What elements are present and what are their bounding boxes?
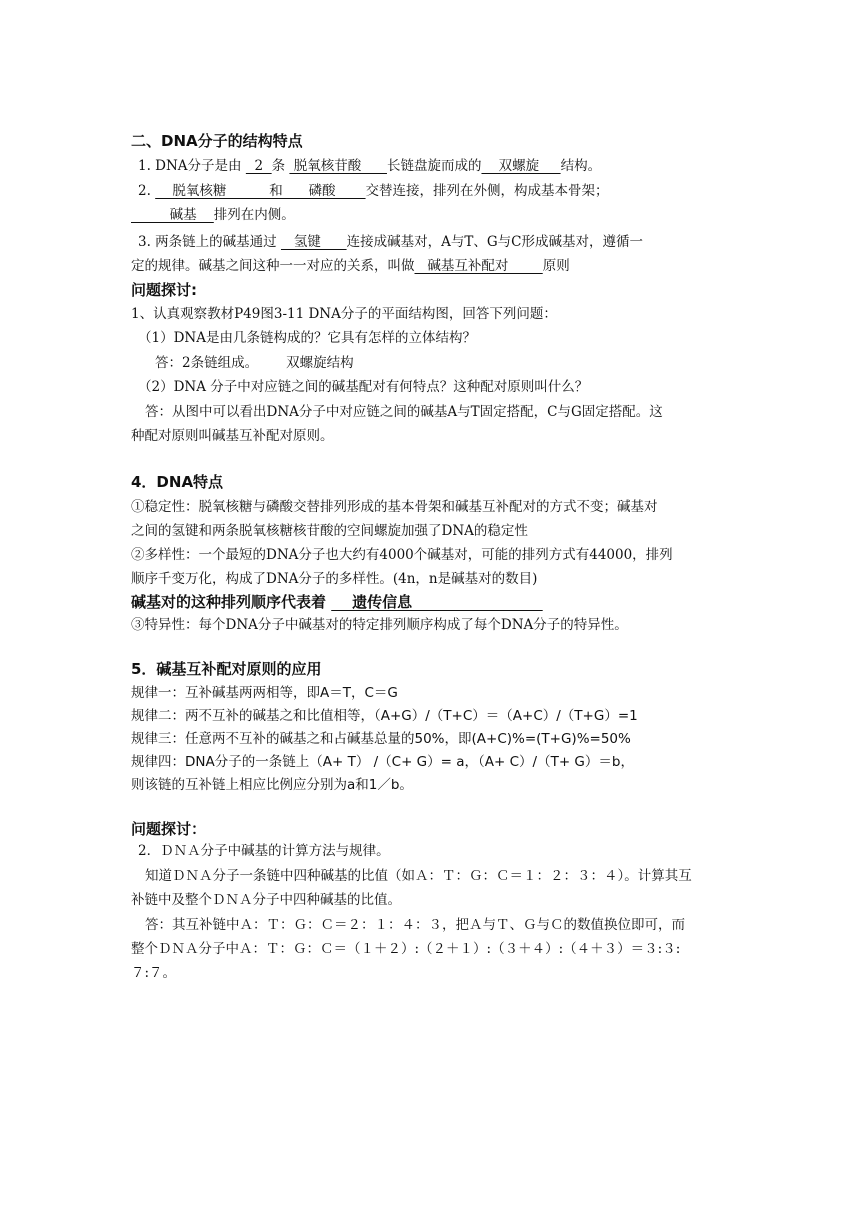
text: 碱基对的这种排列顺序代表着 — [131, 593, 332, 611]
answer-blank: 脱氧核糖 和 磷酸 — [155, 183, 366, 199]
specificity-line: ③特异性：每个DNA分子中碱基对的特定排列顺序构成了每个DNA分子的特异性。 — [131, 617, 628, 633]
fill-line-2 — [138, 181, 738, 201]
answer-2-line1: 答：其互补链中Ａ：Ｔ：Ｇ：Ｃ＝２：１：４：３，把Ａ与Ｔ、Ｇ与Ｃ的数值换位即可，而 — [145, 917, 685, 933]
answer-text: 答：2条链组成。 — [155, 355, 259, 371]
text: 1. DNA分子是由 — [138, 158, 246, 174]
text: 定的规律。碱基之间这种一一对应的关系，叫做 — [131, 258, 415, 274]
answer-1a — [155, 353, 755, 373]
question-heading: 问题探讨: — [131, 281, 197, 299]
genetic-info-line — [131, 592, 731, 612]
answer-text: 双螺旋结构 — [286, 355, 354, 371]
section-heading-structure: 二、DNA分子的结构特点 — [131, 132, 303, 150]
answer-blank: 脱氧核苷酸 — [289, 158, 387, 174]
rule-3: 规律三：任意两不互补的碱基之和占碱基总量的50%，即(A+C)%=(T+G)%=50% — [131, 731, 631, 747]
diversity-line2: 顺序千变万化，构成了DNA分子的多样性。(4n，n是碱基对的数目) — [131, 571, 538, 587]
question-2: 2．ＤＮＡ分子中碱基的计算方法与规律。 — [138, 843, 390, 859]
rule-1: 规律一：互补碱基两两相等，即A＝T，C＝G — [131, 685, 398, 701]
fill-line-3 — [131, 205, 731, 225]
rule-4-cont: 则该链的互补链上相应比例应分别为a和1／b。 — [131, 777, 413, 793]
text: 2. — [138, 183, 156, 199]
answer-2-line3: ７:７。 — [131, 965, 177, 981]
answer-1b-line2: 种配对原则叫碱基互补配对原则。 — [131, 428, 334, 444]
text: 条 — [271, 158, 290, 174]
text: 连接成碱基对，A与T、G与C形成碱基对，遵循一 — [346, 234, 643, 250]
answer-blank: 氢键 — [280, 234, 347, 250]
rule-4: 规律四：DNA分子的一条链上（A+ T） /（C+ G）= a，（A+ C）/（T+ G）＝b， — [131, 754, 634, 770]
fill-line-5 — [131, 256, 731, 276]
stability-line2: 之间的氢键和两条脱氧核糖核苷酸的空间螺旋加强了DNA的稳定性 — [131, 523, 528, 539]
question-heading-2: 问题探讨： — [131, 820, 207, 838]
text: 长链盘旋而成的 — [386, 158, 482, 174]
text: 排列在内侧。 — [213, 207, 295, 223]
diversity-line1: ②多样性：一个最短的DNA分子也大约有4000个碱基对，可能的排列方式有44000，排列 — [131, 547, 673, 563]
rule-2: 规律二：两不互补的碱基之和比值相等，（A+G）/（T+C）＝（A+C）/（T+G）=1 — [131, 708, 638, 724]
answer-blank: 碱基 — [131, 207, 214, 223]
answer-blank: 双螺旋 — [481, 158, 561, 174]
answer-blank: 遗传信息 — [331, 593, 543, 611]
fill-line-4 — [138, 232, 738, 252]
text: 3. 两条链上的碱基通过 — [138, 234, 281, 250]
answer-1b-line1: 答：从图中可以看出DNA分子中对应链之间的碱基A与T固定搭配，C与G固定搭配。这 — [145, 404, 663, 420]
text: 原则 — [542, 258, 570, 274]
question-1a: （1）DNA是由几条链构成的？它具有怎样的立体结构？ — [138, 330, 476, 346]
question-1b: （2）DNA 分子中对应链之间的碱基配对有何特点？这种配对原则叫什么？ — [138, 379, 589, 395]
answer-blank: 碱基互补配对 — [414, 258, 543, 274]
text: 结构。 — [560, 158, 602, 174]
question-2-line2: 补链中及整个ＤＮＡ分子中四种碱基的比值。 — [131, 892, 401, 908]
stability-line1: ①稳定性：脱氧核糖与磷酸交替排列形成的基本骨架和碱基互补配对的方式不变；碱基对 — [131, 499, 658, 515]
section-heading-dna-features: 4．DNA特点 — [131, 473, 224, 491]
section-heading-pairing-rules: 5．碱基互补配对原则的应用 — [131, 660, 322, 678]
answer-2-line2: 整个ＤＮＡ分子中Ａ：Ｔ：Ｇ：Ｃ＝（１＋２）:（２＋１）:（３＋４）:（４＋３）＝３:３: — [131, 941, 681, 957]
text: 交替连接，排列在外侧，构成基本骨架； — [365, 183, 609, 199]
question-1: 1、认真观察教材P49图3-11 DNA分子的平面结构图，回答下列问题： — [131, 306, 557, 322]
answer-blank: 2 — [245, 158, 272, 174]
fill-line-1 — [138, 156, 738, 176]
question-2-line1: 知道ＤＮＡ分子一条链中四种碱基的比值（如Ａ：Ｔ：Ｇ：Ｃ＝１：２：３：４）。计算其互 — [145, 868, 692, 884]
